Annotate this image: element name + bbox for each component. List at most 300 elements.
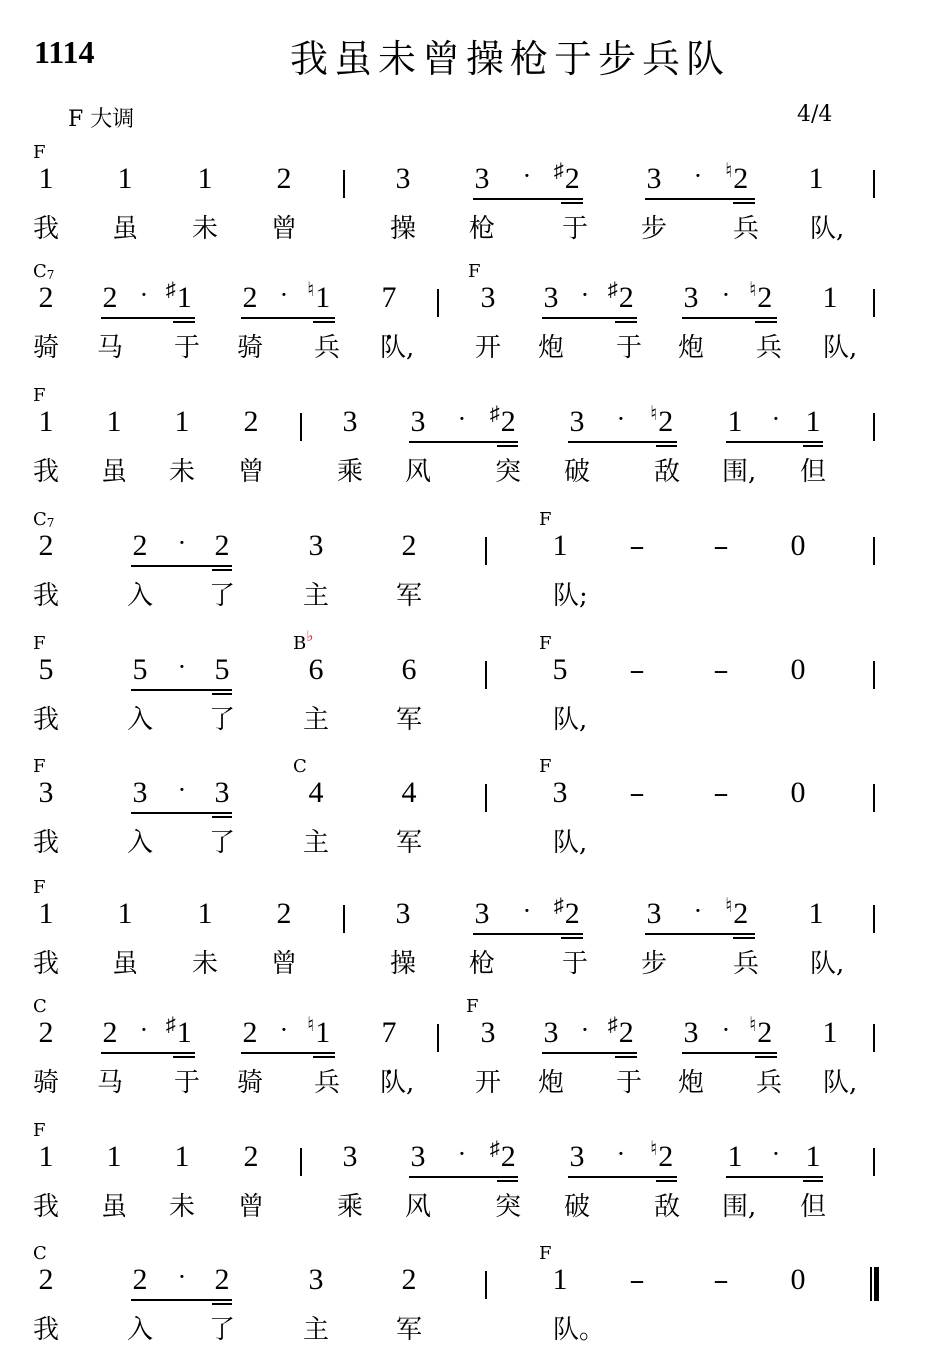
lyric-syllable: 我 — [32, 457, 59, 487]
note: 1 — [552, 529, 568, 562]
duration-underline — [726, 1176, 823, 1178]
chord-symbol: C — [33, 996, 47, 1017]
lyric-syllable: 我 — [32, 1315, 59, 1345]
lyric-syllable: 枪 — [468, 949, 495, 979]
lyric-syllable: 于 — [615, 1068, 642, 1098]
lyric-syllable: 了 — [208, 828, 235, 858]
duration-underline — [682, 317, 777, 319]
chord-symbol: F — [539, 633, 552, 654]
dot: · — [523, 897, 531, 925]
barline — [485, 784, 487, 812]
note: 2 — [38, 529, 54, 562]
note: 3 — [38, 776, 54, 809]
lyric-syllable: 骑 — [32, 333, 59, 363]
chord-symbol: F — [33, 756, 46, 777]
note: 1 — [38, 1140, 54, 1173]
lyric-syllable: 队; — [553, 581, 588, 611]
sustain-dash: – — [629, 776, 645, 811]
lyric-syllable: 于 — [561, 214, 588, 244]
barline — [485, 1271, 487, 1299]
lyric-syllable: 但 — [799, 1192, 826, 1222]
note: 1 — [197, 897, 213, 930]
barline — [873, 413, 875, 441]
score-system — [0, 627, 926, 753]
duration-underline — [409, 1176, 518, 1178]
duration-underline — [409, 441, 518, 443]
dot: · — [617, 405, 625, 433]
dot: · — [458, 1140, 466, 1168]
duration-underline — [542, 1052, 637, 1054]
duration-underline — [615, 1056, 637, 1058]
note: ♯2 — [607, 279, 634, 314]
chord-symbol: F — [33, 142, 46, 163]
duration-underline — [241, 317, 335, 319]
lyric-syllable: 于 — [561, 949, 588, 979]
note: 4 — [401, 776, 417, 809]
duration-underline — [313, 321, 335, 323]
note: 1 — [727, 1140, 743, 1173]
duration-underline — [542, 317, 637, 319]
lyric-syllable: 队, — [553, 828, 588, 858]
note: 3 — [480, 1016, 496, 1049]
lyric-syllable: 我 — [32, 828, 59, 858]
score-system — [0, 1243, 926, 1363]
chord-symbol: $C_7$ — [33, 509, 55, 530]
note: ♯2 — [489, 403, 516, 438]
barline — [485, 537, 487, 565]
dot: · — [280, 1016, 288, 1044]
note: ♮2 — [749, 1014, 773, 1049]
lyric-syllable: 马 — [96, 333, 123, 363]
note: 3 — [395, 897, 411, 930]
duration-underline — [212, 693, 232, 695]
note: 3 — [474, 162, 490, 195]
score-system — [0, 261, 926, 381]
note: 3 — [132, 776, 148, 809]
lyric-syllable: 骑 — [32, 1068, 59, 1098]
dot: · — [178, 776, 186, 804]
lyric-syllable: 但 — [799, 457, 826, 487]
barline — [873, 905, 875, 933]
score-system — [0, 756, 926, 876]
duration-underline — [101, 1052, 195, 1054]
barline — [873, 537, 875, 565]
chord-symbol: F — [33, 877, 46, 898]
duration-underline — [568, 441, 677, 443]
note: 1 — [117, 897, 133, 930]
duration-underline — [561, 937, 583, 939]
dot: · — [694, 162, 702, 190]
dot: · — [140, 281, 148, 309]
duration-underline — [131, 689, 232, 691]
score-system — [0, 385, 926, 505]
duration-underline — [645, 933, 755, 935]
note: 1 — [808, 897, 824, 930]
note: ♯2 — [553, 160, 580, 195]
lyric-syllable: 我 — [32, 214, 59, 244]
song-number: 1114 — [34, 34, 95, 70]
barline — [300, 413, 302, 441]
lyric-syllable: 操 — [389, 949, 416, 979]
lyric-syllable: 我 — [32, 581, 59, 611]
note: ♮2 — [725, 895, 749, 930]
lyric-syllable: 主 — [302, 581, 329, 611]
note: ♯1 — [165, 1014, 192, 1049]
lyric-syllable: 主 — [302, 828, 329, 858]
duration-underline — [755, 1056, 777, 1058]
dot: · — [280, 281, 288, 309]
lyric-syllable: 枪 — [468, 214, 495, 244]
note: 1 — [38, 405, 54, 438]
duration-underline — [131, 1299, 232, 1301]
dot: · — [178, 1263, 186, 1291]
lyric-syllable: 敌 — [653, 1192, 680, 1222]
duration-underline — [645, 198, 755, 200]
lyric-syllable: 主 — [302, 1315, 329, 1345]
chord-symbol: F — [466, 996, 479, 1017]
duration-underline — [615, 321, 637, 323]
duration-underline — [726, 441, 823, 443]
note: 2 — [214, 529, 230, 562]
note: 2 — [276, 897, 292, 930]
duration-underline — [212, 1303, 232, 1305]
note: ♮1 — [307, 279, 331, 314]
lyric-syllable: 破 — [563, 1192, 590, 1222]
dot: · — [772, 405, 780, 433]
chord-symbol: $C_7$ — [33, 261, 55, 282]
duration-underline — [241, 1052, 335, 1054]
dot: · — [458, 405, 466, 433]
lyric-syllable: 马 — [96, 1068, 123, 1098]
note: ♯2 — [607, 1014, 634, 1049]
note: 1 — [727, 405, 743, 438]
lyric-syllable: 虽 — [111, 949, 138, 979]
lyric-syllable: 兵 — [755, 333, 782, 363]
lyric-syllable: 于 — [615, 333, 642, 363]
note: 3 — [342, 1140, 358, 1173]
note: 2 — [276, 162, 292, 195]
duration-underline — [212, 569, 232, 571]
lyric-syllable: 入 — [126, 1315, 153, 1345]
note: 6 — [308, 653, 324, 686]
note: 3 — [543, 281, 559, 314]
lyric-syllable: 军 — [395, 581, 422, 611]
barline — [873, 1148, 875, 1176]
note: 7 — [381, 281, 397, 314]
note: ♯1 — [165, 279, 192, 314]
sustain-dash: – — [713, 653, 729, 688]
note: 2 — [243, 1140, 259, 1173]
lyric-syllable: 虽 — [111, 214, 138, 244]
note: 3 — [480, 281, 496, 314]
lyric-syllable: 兵 — [313, 333, 340, 363]
lyric-syllable: 兵 — [755, 1068, 782, 1098]
lyric-syllable: 未 — [191, 949, 218, 979]
lyric-syllable: 主 — [302, 705, 329, 735]
lyric-syllable: 乘 — [336, 1192, 363, 1222]
lyric-syllable: 围, — [722, 457, 757, 487]
note: 3 — [569, 1140, 585, 1173]
lyric-syllable: 开 — [474, 333, 501, 363]
note: 3 — [342, 405, 358, 438]
note: 3 — [410, 1140, 426, 1173]
dot: · — [722, 281, 730, 309]
barline — [873, 170, 875, 198]
note: ♯2 — [489, 1138, 516, 1173]
lyric-syllable: 操 — [389, 214, 416, 244]
note: 5 — [38, 653, 54, 686]
barline — [873, 1024, 875, 1052]
sustain-dash: – — [713, 1263, 729, 1298]
barline — [437, 1024, 439, 1052]
barline — [873, 784, 875, 812]
lyric-syllable: 兵 — [732, 949, 759, 979]
note: 5 — [552, 653, 568, 686]
song-title: 我虽未曾操枪于步兵队 — [290, 37, 731, 81]
chord-symbol: C — [293, 756, 307, 777]
duration-underline — [473, 933, 583, 935]
note: 2 — [132, 529, 148, 562]
duration-underline — [568, 1176, 677, 1178]
score-system — [0, 1120, 926, 1240]
note: 1 — [117, 162, 133, 195]
note: 2 — [243, 405, 259, 438]
note: 3 — [683, 1016, 699, 1049]
lyric-syllable: 队, — [823, 333, 858, 363]
lyric-syllable: 骑 — [236, 1068, 263, 1098]
note: 2 — [401, 529, 417, 562]
note: 2 — [102, 281, 118, 314]
lyric-syllable: 未 — [191, 214, 218, 244]
note: 3 — [474, 897, 490, 930]
note: 2 — [242, 1016, 258, 1049]
note: 6 — [401, 653, 417, 686]
lyric-syllable: 队, — [823, 1068, 858, 1098]
duration-underline — [131, 812, 232, 814]
dot: · — [617, 1140, 625, 1168]
lyric-syllable: 队, — [380, 1068, 415, 1098]
dot: · — [178, 653, 186, 681]
note: 1 — [808, 162, 824, 195]
note: 2 — [102, 1016, 118, 1049]
note: ♯2 — [553, 895, 580, 930]
lyric-syllable: 我 — [32, 949, 59, 979]
chord-symbol: F — [33, 633, 46, 654]
sustain-dash: – — [629, 653, 645, 688]
note: 7 — [381, 1016, 397, 1049]
duration-underline — [755, 321, 777, 323]
note: 3 — [395, 162, 411, 195]
dot: · — [581, 1016, 589, 1044]
lyric-syllable: 入 — [126, 705, 153, 735]
barline — [485, 661, 487, 689]
score-system — [0, 996, 926, 1116]
dot: · — [581, 281, 589, 309]
dot: · — [523, 162, 531, 190]
note: 3 — [214, 776, 230, 809]
note: 2 — [38, 1016, 54, 1049]
lyric-syllable: 队, — [553, 705, 588, 735]
duration-underline — [733, 937, 755, 939]
note: 2 — [38, 1263, 54, 1296]
lyric-syllable: 队, — [810, 214, 845, 244]
lyric-syllable: 开 — [474, 1068, 501, 1098]
barline — [437, 289, 439, 317]
lyric-syllable: 风 — [404, 1192, 431, 1222]
lyric-syllable: 突 — [494, 457, 521, 487]
note: 3 — [308, 1263, 324, 1296]
lyric-syllable: 了 — [208, 1315, 235, 1345]
lyric-syllable: 我 — [32, 1192, 59, 1222]
dot: · — [140, 1016, 148, 1044]
lyric-syllable: 破 — [563, 457, 590, 487]
lyric-syllable: 军 — [395, 705, 422, 735]
lyric-syllable: 虽 — [100, 1192, 127, 1222]
lyric-syllable: 乘 — [336, 457, 363, 487]
duration-underline — [173, 321, 195, 323]
lyric-syllable: 兵 — [732, 214, 759, 244]
lyric-syllable: 队, — [380, 333, 415, 363]
note: 1 — [106, 405, 122, 438]
sustain-dash: – — [629, 1263, 645, 1298]
note: 1 — [106, 1140, 122, 1173]
note: 3 — [569, 405, 585, 438]
note: 2 — [242, 281, 258, 314]
duration-underline — [497, 1180, 518, 1182]
note: ♮2 — [749, 279, 773, 314]
lyric-syllable: 炮 — [677, 1068, 704, 1098]
lyric-syllable: 入 — [126, 828, 153, 858]
duration-underline — [212, 816, 232, 818]
chord-symbol: C — [33, 1243, 47, 1264]
barline — [343, 905, 345, 933]
chord-symbol: F — [33, 1120, 46, 1141]
chord-symbol: B♭ — [293, 627, 314, 654]
dot: · — [178, 529, 186, 557]
note: 0 — [790, 1263, 806, 1296]
barline — [343, 170, 345, 198]
chord-symbol: F — [539, 509, 552, 530]
note: 5 — [214, 653, 230, 686]
final-barline — [870, 1267, 872, 1301]
note: 0 — [790, 776, 806, 809]
note: ♮2 — [650, 1138, 674, 1173]
note: 3 — [410, 405, 426, 438]
duration-underline — [497, 445, 518, 447]
lyric-syllable: 未 — [168, 1192, 195, 1222]
note: 2 — [132, 1263, 148, 1296]
score-system — [0, 877, 926, 997]
duration-underline — [101, 317, 195, 319]
chord-symbol: F — [468, 261, 481, 282]
note: 3 — [683, 281, 699, 314]
score-system — [0, 142, 926, 262]
duration-underline — [131, 565, 232, 567]
lyric-syllable: 军 — [395, 1315, 422, 1345]
note: ♮1 — [307, 1014, 331, 1049]
chord-symbol: F — [539, 756, 552, 777]
note: 1 — [174, 1140, 190, 1173]
lyric-syllable: 兵 — [313, 1068, 340, 1098]
note: 1 — [805, 405, 821, 438]
note: 2 — [401, 1263, 417, 1296]
note: 1 — [552, 1263, 568, 1296]
lyric-syllable: 入 — [126, 581, 153, 611]
chord-symbol: F — [33, 385, 46, 406]
lyric-syllable: 敌 — [653, 457, 680, 487]
note: 1 — [197, 162, 213, 195]
lyric-syllable: 曾 — [237, 1192, 264, 1222]
lyric-syllable: 步 — [640, 949, 667, 979]
duration-underline — [682, 1052, 777, 1054]
barline — [300, 1148, 302, 1176]
lyric-syllable: 围, — [722, 1192, 757, 1222]
lyric-syllable: 突 — [494, 1192, 521, 1222]
barline — [873, 289, 875, 317]
note: 3 — [646, 897, 662, 930]
final-barline-thick — [874, 1267, 879, 1301]
lyric-syllable: 未 — [168, 457, 195, 487]
note: 1 — [822, 281, 838, 314]
lyric-syllable: 炮 — [677, 333, 704, 363]
barline — [873, 661, 875, 689]
note: 2 — [38, 281, 54, 314]
lyric-syllable: 队。 — [553, 1315, 606, 1345]
duration-underline — [656, 1180, 677, 1182]
lyric-syllable: 军 — [395, 828, 422, 858]
key-signature: F 大调 — [68, 107, 135, 132]
note: 3 — [308, 529, 324, 562]
sustain-dash: – — [713, 529, 729, 564]
note: 0 — [790, 653, 806, 686]
note: 1 — [38, 162, 54, 195]
sustain-dash: – — [629, 529, 645, 564]
lyric-syllable: 曾 — [270, 949, 297, 979]
note: 3 — [552, 776, 568, 809]
lyric-syllable: 炮 — [537, 1068, 564, 1098]
lyric-syllable: 了 — [208, 705, 235, 735]
duration-underline — [803, 445, 823, 447]
note: 1 — [822, 1016, 838, 1049]
lyric-syllable: 于 — [173, 333, 200, 363]
note: 1 — [805, 1140, 821, 1173]
note: ♮2 — [725, 160, 749, 195]
chord-symbol: F — [539, 1243, 552, 1264]
duration-underline — [313, 1056, 335, 1058]
lyric-syllable: 骑 — [236, 333, 263, 363]
lyric-syllable: 风 — [404, 457, 431, 487]
lyric-syllable: 于 — [173, 1068, 200, 1098]
lyric-syllable: 我 — [32, 705, 59, 735]
note: 4 — [308, 776, 324, 809]
note: 1 — [174, 405, 190, 438]
duration-underline — [473, 198, 583, 200]
time-signature: 4/4 — [797, 102, 833, 127]
duration-underline — [803, 1180, 823, 1182]
note: 3 — [646, 162, 662, 195]
duration-underline — [733, 202, 755, 204]
lyric-syllable: 了 — [208, 581, 235, 611]
note: 5 — [132, 653, 148, 686]
duration-underline — [173, 1056, 195, 1058]
lyric-syllable: 虽 — [100, 457, 127, 487]
lyric-syllable: 曾 — [270, 214, 297, 244]
dot: · — [772, 1140, 780, 1168]
note: 3 — [543, 1016, 559, 1049]
lyric-syllable: 炮 — [537, 333, 564, 363]
note: ♮2 — [650, 403, 674, 438]
duration-underline — [656, 445, 677, 447]
